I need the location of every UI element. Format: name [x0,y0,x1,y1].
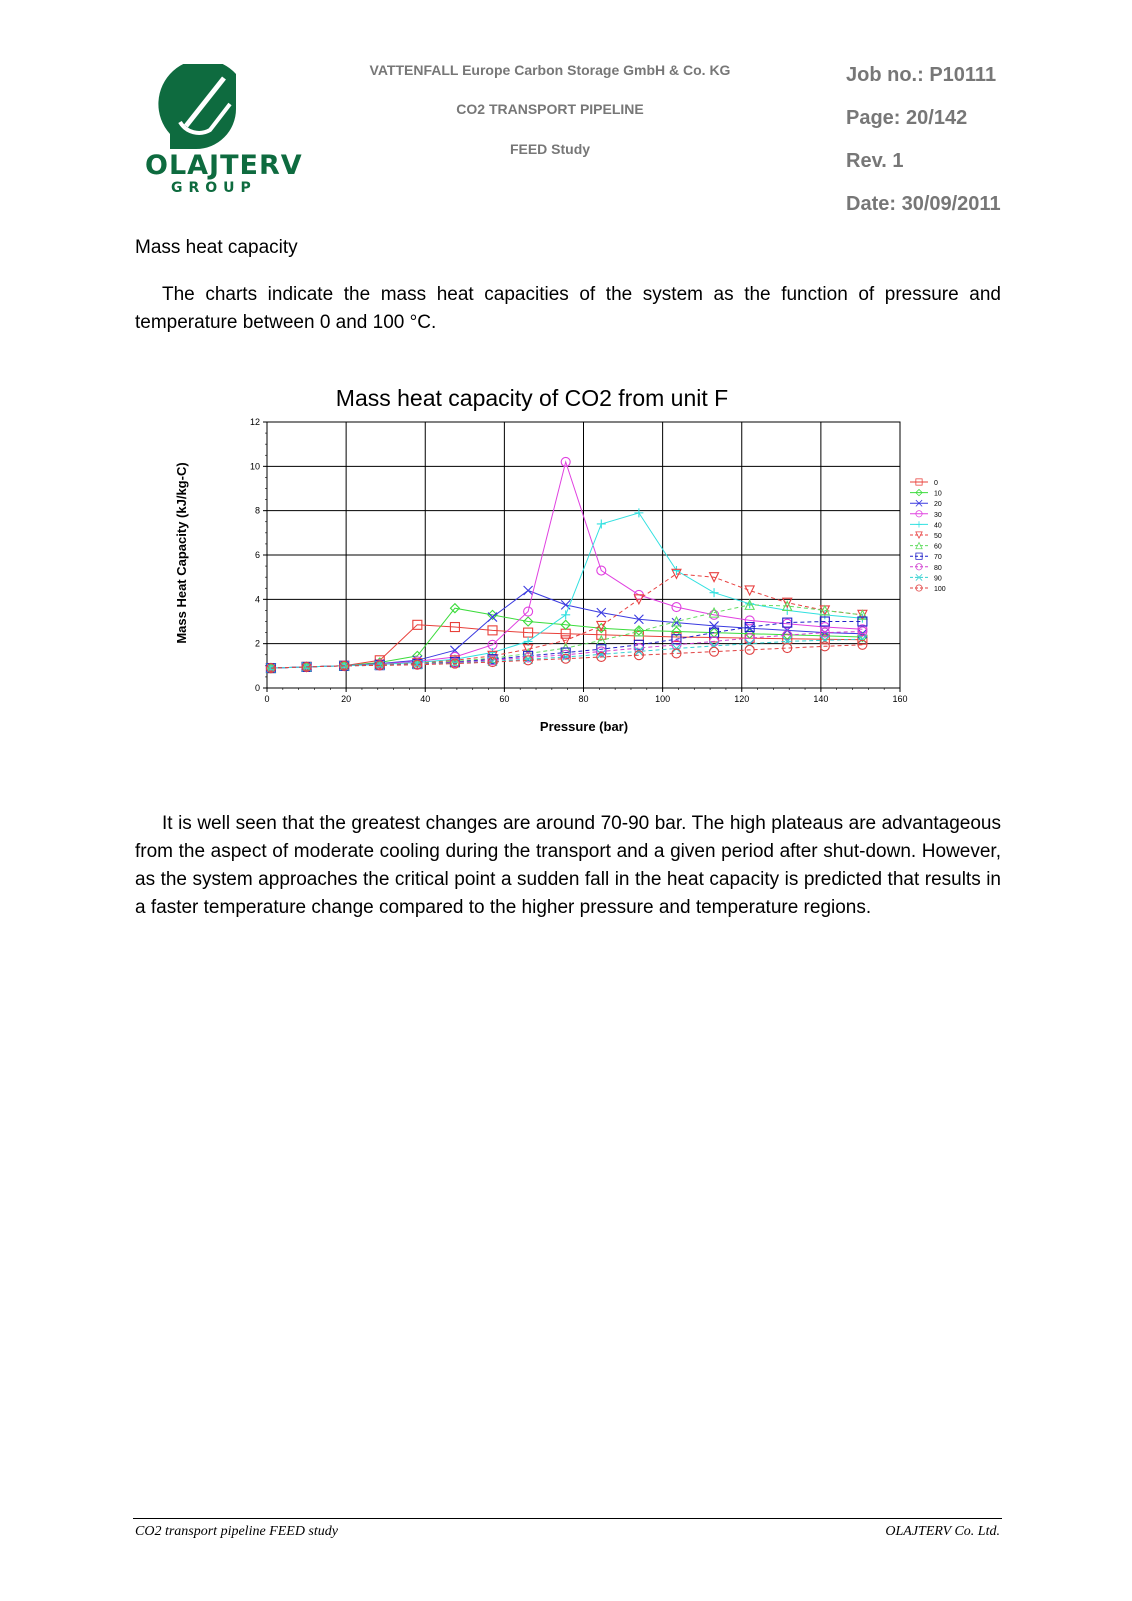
legend-label: 90 [934,575,942,583]
legend-label: 80 [934,564,942,572]
intro-paragraph: The charts indicate the mass heat capacities of the system as the function of pressure and temperature between 0 and 100 °C. [135,284,1001,333]
y-tick-label: 4 [254,594,260,605]
legend-label: 60 [934,543,942,551]
legend-marker [916,521,922,527]
legend-label: 20 [934,501,942,509]
y-tick-label: 12 [249,417,260,427]
y-tick-label: 2 [254,638,260,649]
chart-title: Mass heat capacity of CO2 from unit F [335,385,729,411]
page-number: Page: 20/142 [846,107,968,129]
legend-label: 40 [934,522,942,530]
y-tick-label: 8 [254,505,260,516]
y-axis-label: Mass Heat Capacity (kJ/kg-C) [174,462,189,644]
y-tick-label: 10 [249,461,260,472]
legend-label: 30 [934,511,942,519]
footer-company: OLAJTERV Co. Ltd. [885,1524,1000,1539]
document-date: Date: 30/09/2011 [846,193,1001,215]
x-axis-label: Pressure (bar) [539,719,629,734]
logo-wordmark: OLAJTERV [145,150,303,181]
x-tick-label: 120 [734,694,750,704]
footer-document-title: CO2 transport pipeline FEED study [135,1524,338,1539]
y-tick-label: 0 [254,683,260,693]
heat-capacity-chart [160,385,1040,770]
company-name: VATTENFALL Europe Carbon Storage GmbH & Co. KG [369,62,731,78]
x-tick-label: 60 [499,694,510,704]
x-tick-label: 20 [341,694,352,704]
legend-label: 70 [934,554,942,562]
legend-label: 0 [934,480,938,487]
analysis-paragraph: It is well seen that the greatest changes are around 70-90 bar. The high plateaus are advantageous from the aspect of moderate cooling during the transport and a given period after shut-down. However, as the system approaches the critical point a sudden fall in the heat capacity is predicted that results in a faster temperature change compared to the higher pressure and temperature regions. [135,813,1001,918]
x-tick-label: 100 [655,694,671,704]
x-tick-label: 0 [264,694,270,704]
logo-subtitle: GROUP [171,180,257,196]
x-tick-label: 160 [892,694,908,704]
legend-label: 50 [934,533,942,540]
page-header [0,0,1132,230]
section-title: Mass heat capacity [135,237,298,258]
x-tick-label: 40 [420,694,431,704]
legend-label: 10 [934,490,942,498]
x-tick-label: 140 [813,694,829,704]
y-tick-label: 6 [254,550,260,560]
x-tick-label: 80 [578,694,589,704]
study-name: FEED Study [509,141,591,157]
legend-label: 100 [934,586,946,593]
footer-divider [133,1518,1002,1519]
project-name: CO2 TRANSPORT PIPELINE [456,101,644,117]
revision: Rev. 1 [846,150,904,172]
job-number: Job no.: P10111 [846,64,997,86]
